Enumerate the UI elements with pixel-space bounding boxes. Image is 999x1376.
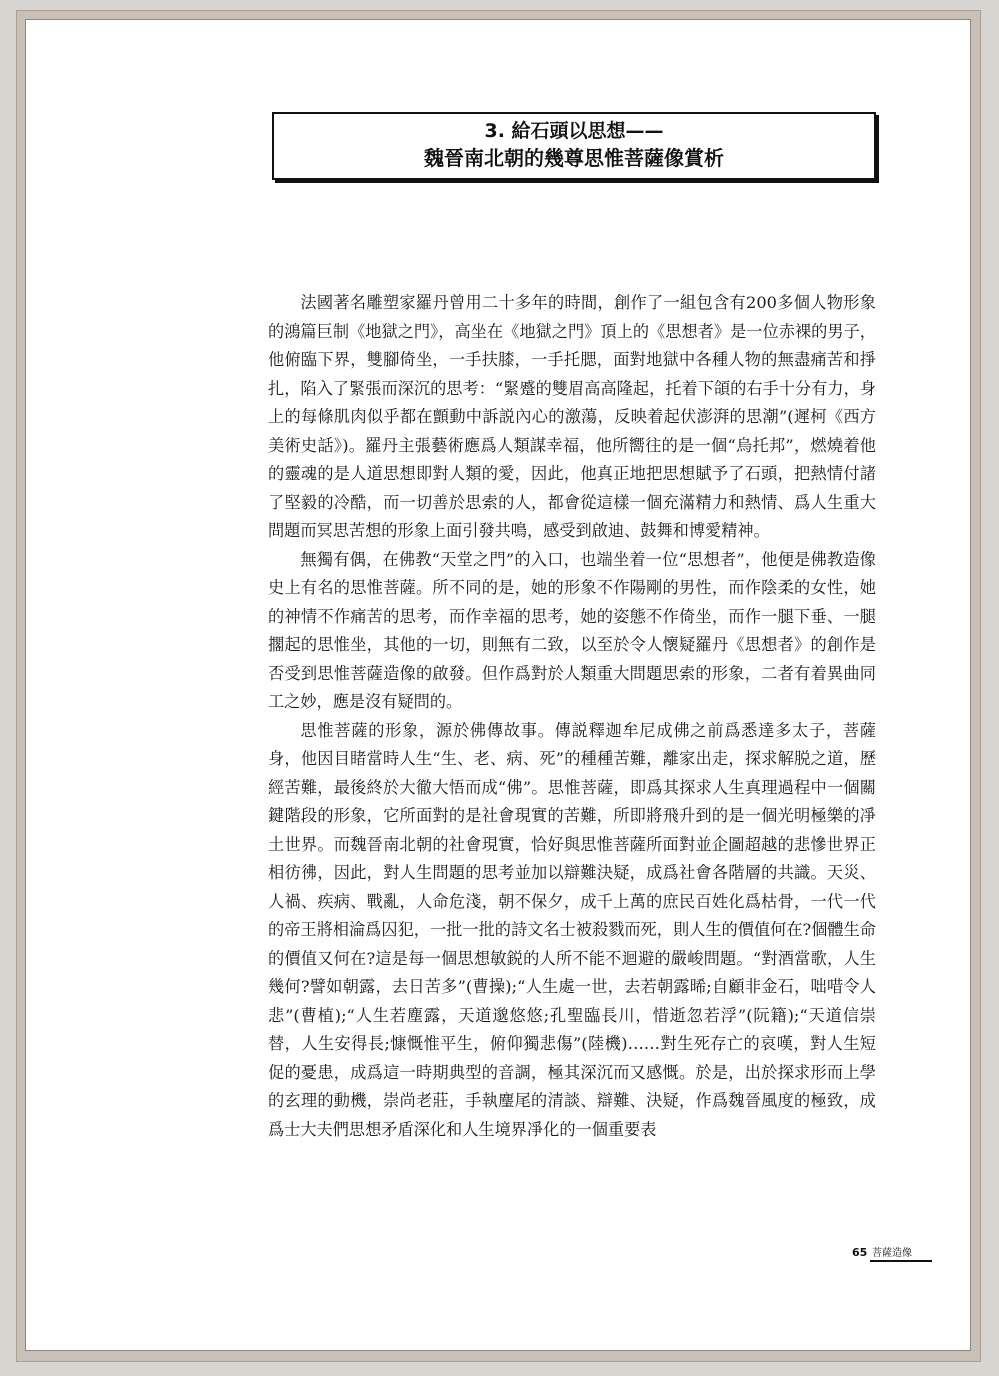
- chapter-heading-box: [272, 112, 876, 180]
- chapter-heading-line2: 魏晉南北朝的幾尊思惟菩薩像賞析: [424, 146, 724, 170]
- paragraph-1: 法國著名雕塑家羅丹曾用二十多年的時間，創作了一組包含有200多個人物形象的鴻篇巨制《地獄之門》，高坐在《地獄之門》頂上的《思想者》是一位赤裸的男子，他俯臨下界，雙腳倚坐，一手扶膝，一手托腮，面對地獄中各種人物的無盡痛苦和掙扎，陷入了緊張而深沉的思考：“緊蹙的雙眉高高隆起，托着下頜的右手十分有力，身上的每條肌肉似乎都在顫動中訴説內心的激蕩，反映着起伏澎湃的思潮”(遲柯《西方美術史話》)。羅丹主張藝術應爲人類謀幸福，他所嚮往的是一個“烏托邦”，燃燒着他的靈魂的是人道思想即對人類的愛，因此，他真正地把思想賦予了石頭，把熱情付諸了堅毅的冷酷，而一切善於思索的人，都會從這樣一個充滿精力和熱情、爲人生重大問題而冥思苦想的形象上面引發共鳴，感受到啟迪、鼓舞和博愛精神。: [268, 293, 876, 540]
- page-footer: [852, 1244, 942, 1264]
- body-text: [268, 289, 876, 1144]
- paragraph-3: 思惟菩薩的形象，源於佛傳故事。傳説釋迦牟尼成佛之前爲悉達多太子，菩薩身，他因目睹當時人生“生、老、病、死”的種種苦難，離家出走，探求解脱之道，歷經苦難，最後終於大徹大悟而成“佛”。思惟菩薩，即爲其探求人生真理過程中一個關鍵階段的形象，它所面對的是社會現實的苦難，所即將飛升到的是一個光明極樂的凈土世界。而魏晉南北朝的社會現實，恰好與思惟菩薩所面對並企圖超越的悲慘世界正相彷彿，因此，對人生問題的思考並加以辯難決疑，成爲社會各階層的共識。天災、人禍、疾病、戰亂，人命危淺，朝不保夕，成千上萬的庶民百姓化爲枯骨，一代一代的帝王將相淪爲囚犯，一批一批的詩文名士被殺戮而死，則人生的價值何在?個體生命的價值又何在?這是每一個思想敏鋭的人所不能不迴避的嚴峻問題。“對酒當歌，人生幾何?譬如朝露，去日苦多”(曹操);“人生處一世，去若朝露晞;自顧非金石，咄唶令人悲”(曹植);“人生若塵露，天道邈悠悠;孔聖臨長川，惜逝忽若浮”(阮籍);“天道信崇替，人生安得長;慷慨惟平生，俯仰獨悲傷”(陸機)……對生死存亡的哀嘆，對人生短促的憂患，成爲這一時期典型的音調，極其深沉而又感慨。於是，出於探求形而上學的玄理的動機，崇尚老莊，手執麈尾的清談、辯難、決疑，作爲魏晉風度的極致，成爲士大夫們思想矛盾深化和人生境界凈化的一個重要表: [268, 720, 876, 1139]
- page-number: 65: [852, 1246, 868, 1259]
- paragraph-2: 無獨有偶，在佛教“天堂之門”的入口，也端坐着一位“思想者”，他便是佛教造像史上有名的思惟菩薩。所不同的是，她的形象不作陽剛的男性，而作陰柔的女性，她的神情不作痛苦的思考，而作幸福的思考，她的姿態不作倚坐，而作一腿下垂、一腿擱起的思惟坐，其他的一切，則無有二致，以至於令人懷疑羅丹《思想者》的創作是否受到思惟菩薩造像的啟發。但作爲對於人類重大問題思索的形象，二者有着異曲同工之妙，應是沒有疑問的。: [268, 549, 876, 711]
- chapter-heading-line1: 3. 給石頭以思想——: [484, 120, 664, 142]
- running-title: 菩薩造像: [870, 1244, 932, 1262]
